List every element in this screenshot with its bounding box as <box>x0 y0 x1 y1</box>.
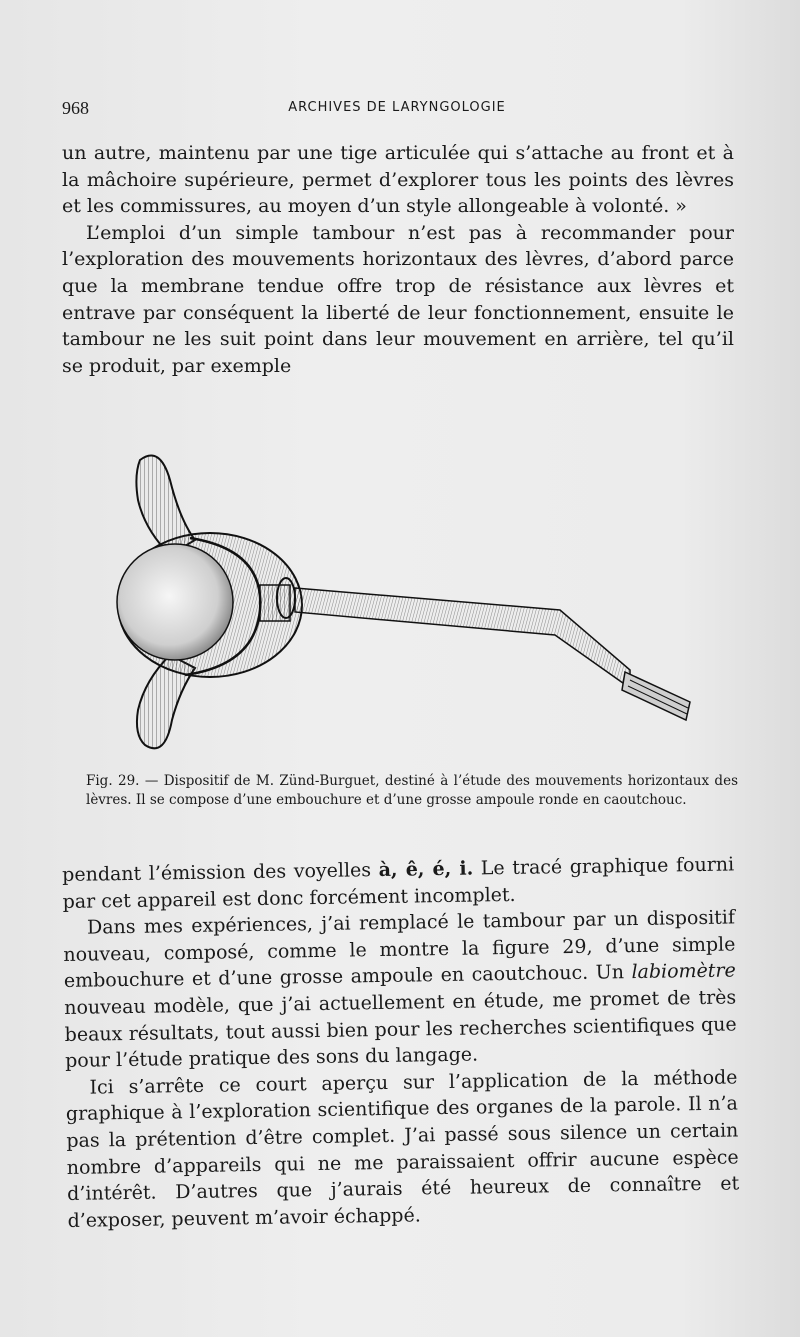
text-block-bottom <box>62 851 740 1234</box>
paragraph: pendant l’émission des voyelles à, ê, é, i. Le tracé graphique fourni par cet appareil est donc forcément incomplet. <box>62 853 735 913</box>
paragraph: Dans mes expériences, j’ai remplacé le tambour par un dispositif nouveau, composé, comme le montre la figure 29, d’une simple embouchure et d’une grosse ampoule en caoutchouc. Un labiomètre nouveau modèle, que j’ai actuellement en étude, me promet de très beaux résultats, tout aussi bien pour les recherches scientifiques que pour l’étude pratique des sons du langage. <box>63 906 737 1073</box>
page-header <box>62 98 732 122</box>
rubber-tube <box>295 588 630 688</box>
figure-29-illustration <box>100 440 720 760</box>
paragraph: un autre, maintenu par une tige articulée qui s’attache au front et à la mâchoire supérieure, permet d’explorer tous les points des lèvres et les commissures, au moyen d’un style allongeable à volonté. » <box>62 142 734 218</box>
paragraph: Ici s’arrête ce court aperçu sur l’application de la méthode graphique à l’exploration scientifique des organes de la parole. Il n’a pas la prétention d’être complet. J’ai passé sous silence un certain nombre d’appareils qui ne me paraissaient offrir aucune espèce d’intérêt. D’autres que j’aurais été heureux de connaître et d’exposer, peuvent m’avoir échappé. <box>65 1066 740 1232</box>
page-number: 968 <box>62 98 89 118</box>
vowels: à, ê, é, i. <box>378 857 474 882</box>
figure-caption: Fig. 29. — Dispositif de M. Zünd-Burguet, destiné à l’étude des mouvements horizontaux des lèvres. Il se compose d’une embouchure et d’une grosse ampoule ronde en caoutchouc. <box>86 773 738 808</box>
running-title: ARCHIVES DE LARYNGOLOGIE <box>288 100 506 115</box>
text-block-top <box>62 140 734 379</box>
labiometre-term: labiomètre <box>631 959 736 984</box>
metal-tube-end <box>622 672 690 720</box>
paragraph: L’emploi d’un simple tambour n’est pas à recommander pour l’exploration des mouvements horizontaux des lèvres, d’abord parce que la membrane tendue offre trop de résistance aux lèvres et entrave par conséquent la liberté de leur fonctionnement, ensuite le tambour ne les suit point dans leur mouvement en arrière, tel qu’il se produit, par exemple <box>62 221 734 377</box>
connector-neck <box>260 585 290 621</box>
rubber-bulb <box>117 544 233 660</box>
